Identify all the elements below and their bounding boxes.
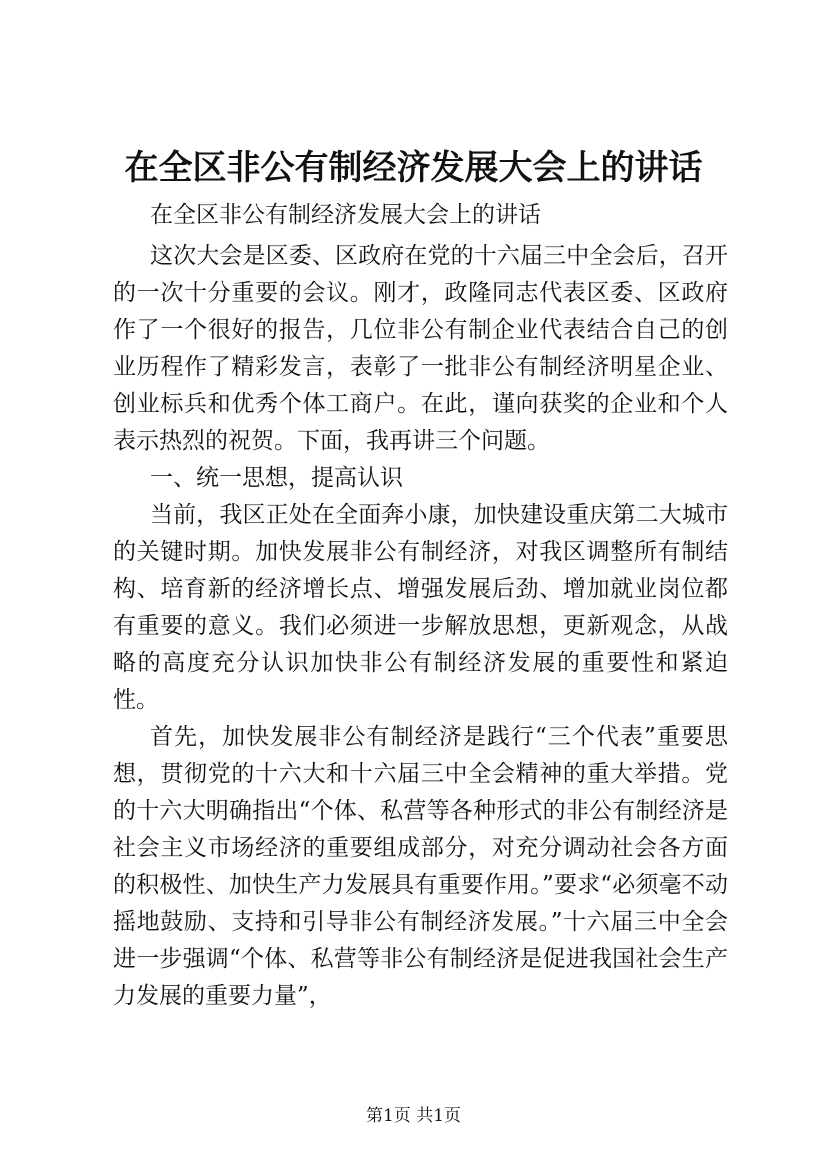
paragraph-intro: 这次大会是区委、区政府在党的十六届三中全会后，召开的一次十分重要的会议。刚才，政隆同志代表区委、区政府作了一个很好的报告，几位非公有制企业代表结合自己的创业历程作了精彩发言，表彰了一批非公有制经济明星企业、创业标兵和优秀个体工商户。在此，谨向获奖的企业和个人表示热烈的祝贺。下面，我再讲三个问题。 <box>113 243 728 454</box>
page-number-footer: 第1页 共1页 <box>365 1106 462 1126</box>
document-subtitle: 在全区非公有制经济发展大会上的讲话 <box>150 202 541 228</box>
section-heading-1: 一、统一思想，提高认识 <box>150 465 403 491</box>
paragraph-current-situation: 当前，我区正处在全面奔小康，加快建设重庆第二大城市的关键时期。加快发展非公有制经济，对我区调整所有制结构、培育新的经济增长点、增强发展后劲、增加就业岗位都有重要的意义。我们必须进一步解放思想，更新观念，从战略的高度充分认识加快非公有制经济发展的重要性和紧迫性。 <box>113 502 728 713</box>
paragraph-first-point: 首先，加快发展非公有制经济是践行“三个代表”重要思想，贯彻党的十六大和十六届三中全会精神的重大举措。党的十六大明确指出“个体、私营等各种形式的非公有制经济是社会主义市场经济的重要组成部分，对充分调动社会各方面的积极性、加快生产力发展具有重要作用。”要求“必须毫不动摇地鼓励、支持和引导非公有制经济发展。”十六届三中全会进一步强调“个体、私营等非公有制经济是促进我国社会生产力发展的重要力量”， <box>113 724 728 1009</box>
document-body <box>113 238 728 1015</box>
document-title: 在全区非公有制经济发展大会上的讲话 <box>124 148 703 188</box>
